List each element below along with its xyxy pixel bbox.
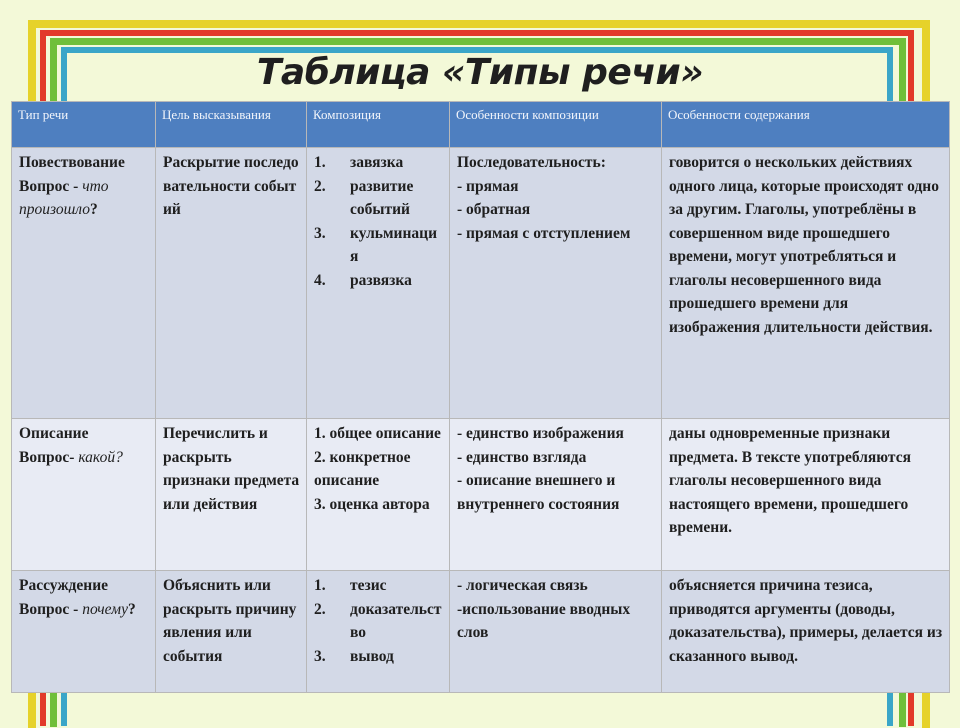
composition-line: 1. общее описание — [314, 425, 441, 442]
feature-line: - описание внешнего и внутреннего состояния — [457, 472, 620, 513]
table-row-narration — [12, 148, 950, 419]
feature-line: - прямая — [457, 177, 519, 195]
question-prefix: Вопрос- — [19, 448, 75, 466]
header-speech-type: Тип речи — [12, 102, 156, 148]
list-item: 1. завязка — [314, 154, 404, 171]
cell-content: объясняется причина тезиса, приводятся аргументы (доводы, доказательства), примеры, делается из сказанного вывод. — [662, 571, 950, 693]
question-italic: что произошло — [19, 177, 109, 218]
header-goal: Цель высказывания — [156, 102, 307, 148]
cell-type — [12, 419, 156, 571]
type-name: Описание — [19, 425, 89, 442]
feature-line: - единство взгляда — [457, 448, 587, 466]
feature-line: - единство изображения — [457, 425, 624, 442]
feature-line: -использование вводных слов — [457, 600, 631, 641]
cell-content: даны одновременные признаки предмета. В тексте употребляются глаголы несовершенного вида настоящего времени, прошедшего времени. — [662, 419, 950, 571]
composition-line: 2. конкретное описание — [314, 448, 411, 489]
question-prefix: Вопрос - — [19, 600, 79, 618]
slide-title: Таблица «Типы речи» — [256, 52, 704, 93]
question-prefix: Вопрос - — [19, 177, 79, 195]
cell-content: говорится о нескольких действиях одного лица, которые происходят одно за другим. Глаголы, употреблёны в совершенном виде прошедшего времени, могут употребляться и глаголы несовершенного вида прошедшего времени для изображения длительности действия. — [662, 148, 950, 419]
composition-list — [314, 574, 443, 668]
list-item: 2. доказательство — [314, 600, 442, 641]
cell-composition — [307, 148, 450, 419]
cell-goal: Перечислить и раскрыть признаки предмета или действия — [156, 419, 307, 571]
question-suffix: ? — [90, 201, 98, 218]
cell-type — [12, 571, 156, 693]
composition-list — [314, 151, 443, 292]
feature-line: Последовательность: — [457, 154, 606, 171]
feature-line: - обратная — [457, 201, 531, 218]
composition-line: 3. оценка автора — [314, 495, 430, 513]
question-italic: почему — [82, 600, 128, 618]
table-row-description — [12, 419, 950, 571]
question-suffix: ? — [127, 600, 136, 618]
cell-composition-features — [450, 571, 662, 693]
cell-goal: Раскрытие последовательности событий — [156, 148, 307, 419]
table-header-row — [12, 102, 950, 148]
list-item: 3. вывод — [314, 647, 394, 665]
speech-types-table — [11, 101, 950, 693]
list-item: 3. кульминация — [314, 224, 437, 265]
list-item: 1. тезис — [314, 577, 387, 594]
header-composition: Композиция — [307, 102, 450, 148]
list-item: 4. развязка — [314, 271, 412, 289]
table-row-reasoning — [12, 571, 950, 693]
cell-composition-features — [450, 419, 662, 571]
cell-goal: Объяснить или раскрыть причину явления или события — [156, 571, 307, 693]
header-composition-features: Особенности композиции — [450, 102, 662, 148]
feature-line: - логическая связь — [457, 577, 588, 594]
type-name: Рассуждение — [19, 577, 109, 594]
question-italic: какой? — [78, 448, 123, 466]
cell-composition — [307, 419, 450, 571]
header-content-features: Особенности содержания — [662, 102, 950, 148]
cell-composition — [307, 571, 450, 693]
cell-type — [12, 148, 156, 419]
list-item: 2. развитие событий — [314, 177, 414, 218]
type-name: Повествование — [19, 154, 125, 171]
feature-line: - прямая с отступлением — [457, 224, 631, 242]
cell-composition-features — [450, 148, 662, 419]
